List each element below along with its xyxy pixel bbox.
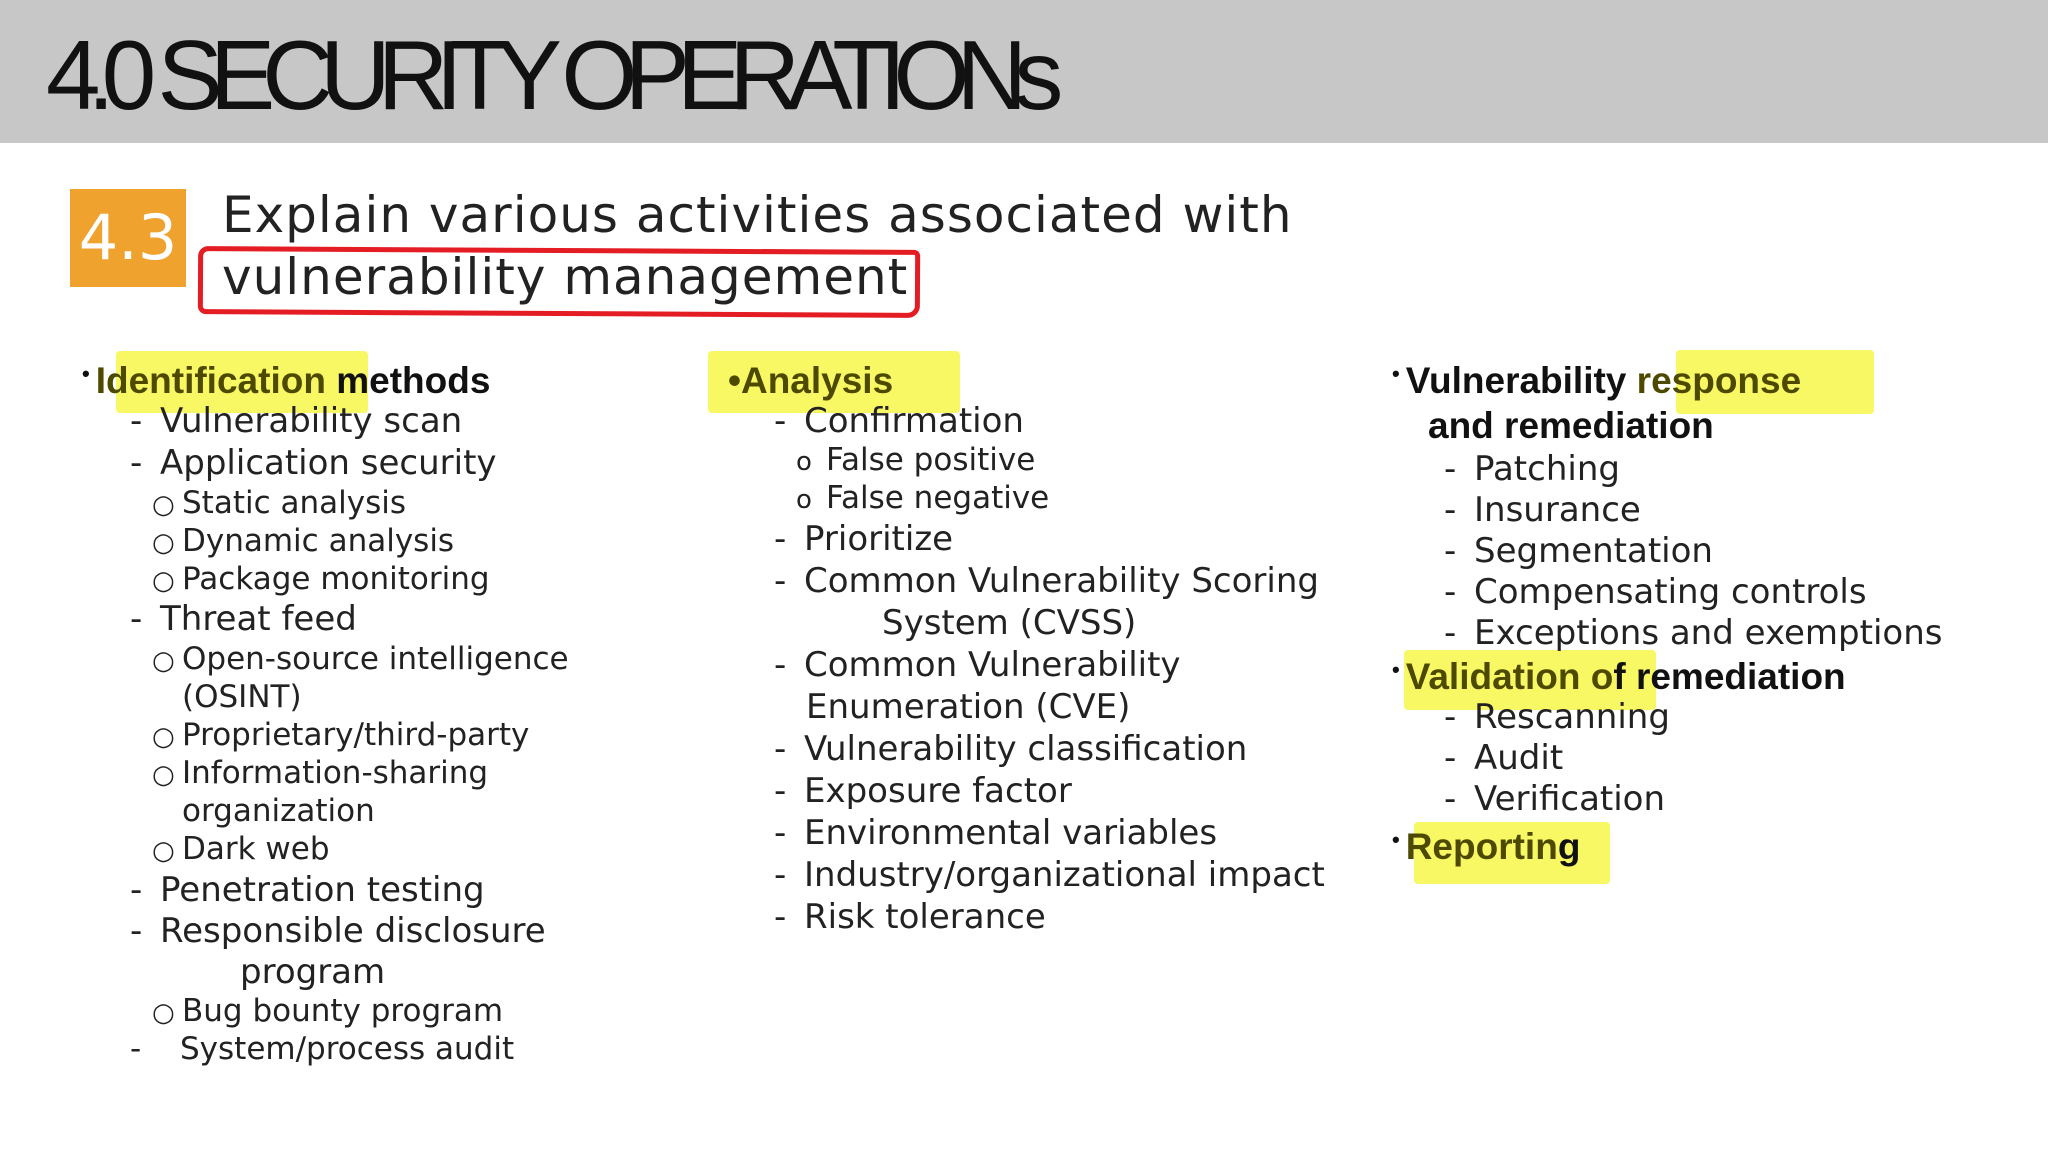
list-item [774,561,1325,601]
dash-marker: - [774,561,787,601]
response-heading-line-2 [1428,407,1942,444]
list-item [774,519,1325,559]
dash-marker: - [774,645,787,685]
list-item [152,717,569,753]
list-item [1444,779,1942,819]
list-item-continuation [882,603,1325,643]
list-item-text: Common Vulnerability Scoring [804,561,1319,601]
response-column [1392,360,1943,867]
heading-text: methods [325,360,491,401]
o-marker: o [796,447,812,477]
bullet-marker: • [82,361,90,386]
list-item-text: Static analysis [182,485,407,521]
heading-highlighted-text: response [1636,360,1802,401]
list-item [774,771,1325,811]
heading-highlighted-text: Reportin [1405,826,1558,867]
circle-marker: ○ [152,528,175,558]
list-item [130,599,569,639]
dash-marker: - [130,1031,142,1067]
bullet-marker: • [1392,827,1400,852]
list-item-continuation [182,679,569,715]
list-item-text: Common Vulnerability [804,645,1181,685]
reporting-heading [1392,826,1942,867]
list-item [1444,613,1943,653]
dash-marker: - [1444,613,1457,653]
list-item [152,993,569,1029]
list-item-continuation [182,793,569,829]
list-item-text: False negative [826,480,1050,516]
list-item-text: Open-source intelligence [182,641,569,677]
list-item-text: Audit [1474,738,1564,778]
list-item-text: Confirmation [804,401,1024,441]
list-item-text: Environmental variables [804,813,1218,853]
circle-marker: ○ [152,760,175,790]
list-item-text: Information-sharing [182,755,489,791]
list-item-text: System/process audit [180,1031,515,1067]
list-item-text: Penetration testing [160,870,485,910]
list-item-text: Bug bounty program [182,993,504,1029]
list-item-text: Threat feed [160,599,357,639]
bullet-marker: • [1392,657,1400,682]
dash-marker: - [774,771,787,811]
circle-marker: ○ [152,566,175,596]
analysis-heading [728,362,1325,399]
list-item-text: Dynamic analysis [182,523,455,559]
dash-marker: - [1444,490,1457,530]
list-item-text: Industry/organizational impact [804,855,1325,895]
objective-text-line-2: vulnerability management [222,248,909,306]
list-item-text: Vulnerability classification [804,729,1248,769]
list-item [130,1031,569,1067]
list-item [774,645,1325,685]
dash-marker: - [1444,738,1457,778]
dash-marker: - [1444,779,1457,819]
list-item-text: Package monitoring [182,561,490,597]
analysis-column [728,360,1325,937]
circle-marker: ○ [152,836,175,866]
list-item-text: Enumeration (CVE) [806,687,1131,727]
list-item [130,401,569,441]
list-item-text: Segmentation [1474,531,1713,571]
dash-marker: - [774,519,787,559]
list-item-text: Risk tolerance [804,897,1046,937]
list-item-text: Application security [160,443,497,483]
list-item-text: Patching [1474,449,1620,489]
heading-highlighted-text: Analysis [740,360,894,401]
list-item-text: organization [182,793,375,829]
list-item-text: System (CVSS) [882,603,1137,643]
validation-heading [1392,656,1942,697]
list-item [796,480,1325,516]
heading-highlighted-text: Validation o [1405,656,1614,697]
list-item [152,755,569,791]
list-item-text: Exposure factor [804,771,1072,811]
heading-text: Vulnerability [1405,360,1637,401]
list-item [774,729,1325,769]
list-item [796,442,1325,478]
list-item [1444,449,1942,489]
list-item [1444,738,1942,778]
list-item [152,641,569,677]
circle-marker: ○ [152,998,175,1028]
heading-text: and remediation [1428,405,1714,446]
list-item [1444,572,1942,612]
objective-text-line-1: Explain various activities associated with [222,186,1293,244]
list-item-text: (OSINT) [182,679,302,715]
list-item-text: Dark web [182,831,330,867]
response-heading [1392,360,1942,401]
dash-marker: - [130,911,143,951]
dash-marker: - [1444,531,1457,571]
dash-marker: - [1444,697,1457,737]
list-item-text: Prioritize [804,519,954,559]
circle-marker: ○ [152,722,175,752]
list-item-text: Exceptions and exemptions [1474,613,1943,653]
list-item [1444,531,1942,571]
dash-marker: - [1444,572,1457,612]
o-marker: o [796,485,812,515]
heading-text: g [1557,826,1581,867]
list-item-text: Vulnerability scan [160,401,463,441]
identification-heading [82,360,569,401]
list-item [1444,697,1942,737]
dash-marker: - [130,443,143,483]
list-item-text: Responsible disclosure [160,911,546,951]
bullet-marker: • [1392,361,1400,386]
list-item-text: program [240,952,386,992]
dash-marker: - [774,729,787,769]
identification-column [82,360,569,1067]
list-item [152,831,569,867]
dash-marker: - [130,599,143,639]
list-item [1444,490,1942,530]
objective-number-badge: 4.3 [70,189,186,287]
dash-marker: - [774,813,787,853]
list-item [774,813,1325,853]
list-item-continuation [240,952,569,992]
list-item-text: False positive [826,442,1036,478]
list-item [152,561,569,597]
list-item [774,897,1325,937]
dash-marker: - [1444,449,1457,489]
list-item-text: Insurance [1474,490,1641,530]
dash-marker: - [774,401,787,441]
page-title: 4.0 SECURITY OPERATIONs [46,20,1051,130]
dash-marker: - [130,870,143,910]
list-item [152,485,569,521]
bullet-marker: • [728,360,741,401]
list-item [774,401,1325,441]
list-item-text: Compensating controls [1474,572,1867,612]
dash-marker: - [774,897,787,937]
dash-marker: - [130,401,143,441]
list-item-continuation [806,687,1325,727]
circle-marker: ○ [152,490,175,520]
list-item-text: Verification [1474,779,1666,819]
list-item [130,870,569,910]
list-item-text: Rescanning [1474,697,1670,737]
list-item [130,911,569,951]
list-item [152,523,569,559]
list-item-text: Proprietary/third-party [182,717,530,753]
dash-marker: - [774,855,787,895]
red-circle-annotation [198,246,920,318]
list-item [130,443,569,483]
heading-highlighted-text: Identification [95,360,326,401]
list-item [774,855,1325,895]
circle-marker: ○ [152,646,175,676]
heading-text: f remediation [1613,656,1846,697]
